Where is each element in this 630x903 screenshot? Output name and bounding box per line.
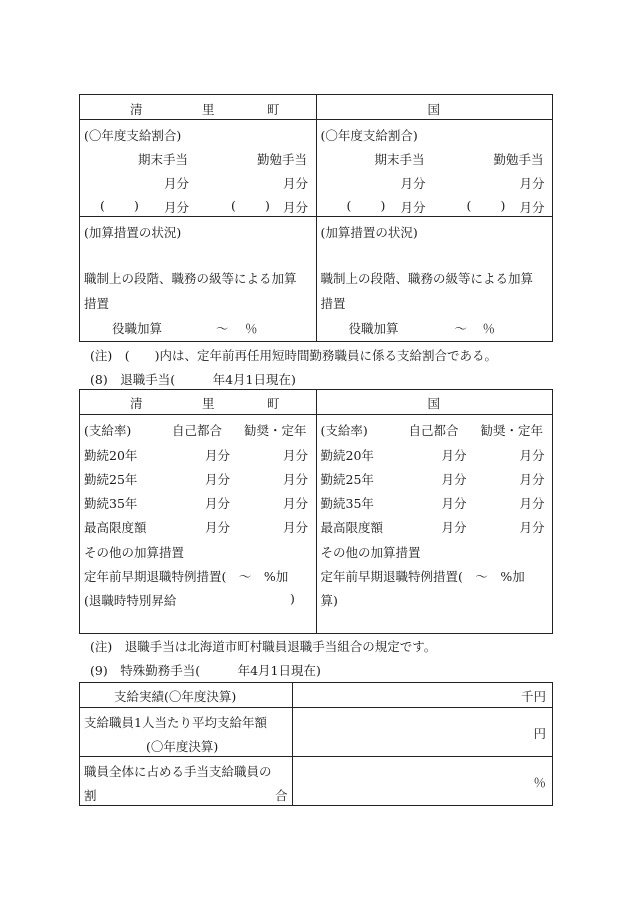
- retirement-allowance-table: [79, 389, 553, 634]
- row-label-20: 勤続20年: [84, 448, 138, 463]
- row2-value-cell: [292, 708, 552, 757]
- paren-month-1: 月分: [164, 200, 190, 215]
- paren-open-1: (: [100, 198, 105, 213]
- row-35-kansho: 月分: [283, 496, 309, 511]
- tilde: ～: [216, 321, 229, 336]
- row-label-max: 最高限度額: [84, 520, 147, 535]
- row2-label-line1: 支給職員1人当たり平均支給年額: [84, 715, 267, 730]
- header-town-char2: 里: [202, 102, 215, 117]
- special-duty-allowance-table: [79, 682, 553, 806]
- paren-open-1: (: [346, 198, 352, 213]
- note-2: (注) 退職手当は北海道市町村職員退職手当組合の規定です。: [90, 639, 437, 654]
- col-kansho: 勧奨・定年: [480, 423, 544, 438]
- header-nation-label: 国: [427, 102, 441, 117]
- paren-close-1: ): [380, 198, 386, 213]
- paren-month-2: 月分: [283, 200, 309, 215]
- month-kimatsu: 月分: [164, 176, 190, 191]
- row-label-35: 勤続35年: [320, 496, 374, 511]
- other-addition: その他の加算措置: [320, 545, 421, 560]
- row-35-kansho: 月分: [519, 496, 545, 511]
- month-kinben: 月分: [283, 176, 309, 191]
- row3-label-line1: 職員全体に占める手当支給職員の: [84, 764, 272, 779]
- col-jiko: 自己都合: [408, 423, 459, 438]
- addition-text-line1: 職制上の段階、職務の級等による加算: [84, 271, 297, 286]
- note-1: (注) ( )内は、定年前再任用短時間勤務職員に係る支給割合である。: [90, 348, 498, 363]
- paren-close-1: ): [134, 198, 139, 213]
- rate-label: (支給率): [320, 423, 368, 438]
- bonus-comparison-table: [79, 94, 553, 342]
- yakushoku-label: 役職加算: [112, 321, 163, 336]
- addition-label: (加算措置の状況): [320, 225, 418, 240]
- row1-unit: 千円: [520, 689, 546, 704]
- nation-retirement-cell: [316, 415, 553, 634]
- header-town: [80, 390, 317, 415]
- header-town-char3: 町: [267, 102, 280, 117]
- row3-label-line2b: 合: [275, 788, 288, 803]
- town-addition-cell: [80, 217, 317, 342]
- early-retirement-line2: 算): [320, 593, 338, 608]
- row-label-20: 勤続20年: [320, 448, 374, 463]
- col-kimatsu: 期末手当: [374, 152, 425, 167]
- paren-month-2: 月分: [519, 200, 545, 215]
- header-town-char2: 里: [202, 396, 215, 411]
- row-25-kansho: 月分: [519, 472, 545, 487]
- row-max-kansho: 月分: [519, 520, 545, 535]
- row3-value-cell: [292, 757, 552, 806]
- paren-open-2: (: [231, 198, 236, 213]
- rate-label: (支給率): [84, 423, 132, 438]
- header-nation: [316, 390, 553, 415]
- percent: ％: [482, 321, 496, 336]
- section-9-title: (9) 特殊勤務手当( 年4月1日現在): [90, 663, 321, 678]
- header-town-char3: 町: [267, 396, 280, 411]
- month-kimatsu: 月分: [400, 176, 426, 191]
- row2-unit: 円: [533, 726, 546, 741]
- paren-close-2: ): [500, 198, 506, 213]
- paren-close-2: ): [265, 198, 270, 213]
- other-addition: その他の加算措置: [84, 545, 185, 560]
- row-20-jiko: 月分: [205, 448, 231, 463]
- special-raise: (退職時特別昇給: [84, 593, 177, 608]
- row-label-35: 勤続35年: [84, 496, 138, 511]
- row1-value-cell: [292, 683, 552, 708]
- row-35-jiko: 月分: [205, 496, 231, 511]
- header-nation: [316, 95, 553, 120]
- special-raise-close: ): [290, 591, 295, 606]
- addition-text-line1: 職制上の段階、職務の級等による加算: [320, 271, 534, 286]
- yakushoku-label: 役職加算: [348, 321, 399, 336]
- row-20-jiko: 月分: [441, 448, 467, 463]
- row-max-kansho: 月分: [283, 520, 309, 535]
- row-label-25: 勤続25年: [84, 472, 138, 487]
- row-25-kansho: 月分: [283, 472, 309, 487]
- header-town: [80, 95, 317, 120]
- row-25-jiko: 月分: [441, 472, 467, 487]
- row3-label-line2a: 割: [84, 788, 97, 803]
- row-25-jiko: 月分: [205, 472, 231, 487]
- col-jiko: 自己都合: [172, 423, 223, 438]
- paren-month-1: 月分: [400, 200, 426, 215]
- header-town-char1: 清: [130, 102, 143, 117]
- row-35-jiko: 月分: [441, 496, 467, 511]
- ratio-label: (〇年度支給割合): [84, 128, 182, 143]
- col-kinben: 勤勉手当: [493, 152, 544, 167]
- row-max-jiko: 月分: [441, 520, 467, 535]
- row2-label-cell: [80, 708, 293, 757]
- row3-unit: ％: [533, 775, 546, 790]
- town-ratio-cell: [80, 120, 317, 217]
- nation-addition-cell: [316, 217, 553, 342]
- paren-open-2: (: [466, 198, 472, 213]
- percent: ％: [245, 321, 258, 336]
- header-town-char1: 清: [130, 396, 143, 411]
- month-kinben: 月分: [519, 176, 545, 191]
- tilde: ～: [454, 321, 468, 336]
- nation-ratio-cell: [316, 120, 553, 217]
- early-retirement-line1: 定年前早期退職特例措置( ～ %加: [320, 569, 525, 584]
- early-retirement: 定年前早期退職特例措置( ～ %加: [84, 569, 289, 584]
- row-label-max: 最高限度額: [320, 520, 384, 535]
- addition-text-line2: 措置: [320, 296, 346, 311]
- header-nation-label: 国: [427, 396, 441, 411]
- col-kansho: 勧奨・定年: [244, 423, 307, 438]
- row-max-jiko: 月分: [205, 520, 231, 535]
- row3-label-cell: [80, 757, 293, 806]
- row1-label-cell: [80, 683, 293, 708]
- col-kimatsu: 期末手当: [138, 152, 189, 167]
- row-label-25: 勤続25年: [320, 472, 374, 487]
- ratio-label: (〇年度支給割合): [320, 128, 418, 143]
- town-retirement-cell: [80, 415, 317, 634]
- row-20-kansho: 月分: [283, 448, 309, 463]
- col-kinben: 勤勉手当: [257, 152, 308, 167]
- addition-text-line2: 措置: [84, 296, 110, 311]
- row1-label: 支給実績(〇年度決算): [114, 689, 237, 704]
- section-8-title: (8) 退職手当( 年4月1日現在): [90, 372, 296, 387]
- row-20-kansho: 月分: [519, 448, 545, 463]
- row2-label-line2: (〇年度決算): [146, 739, 219, 754]
- addition-label: (加算措置の状況): [84, 225, 182, 240]
